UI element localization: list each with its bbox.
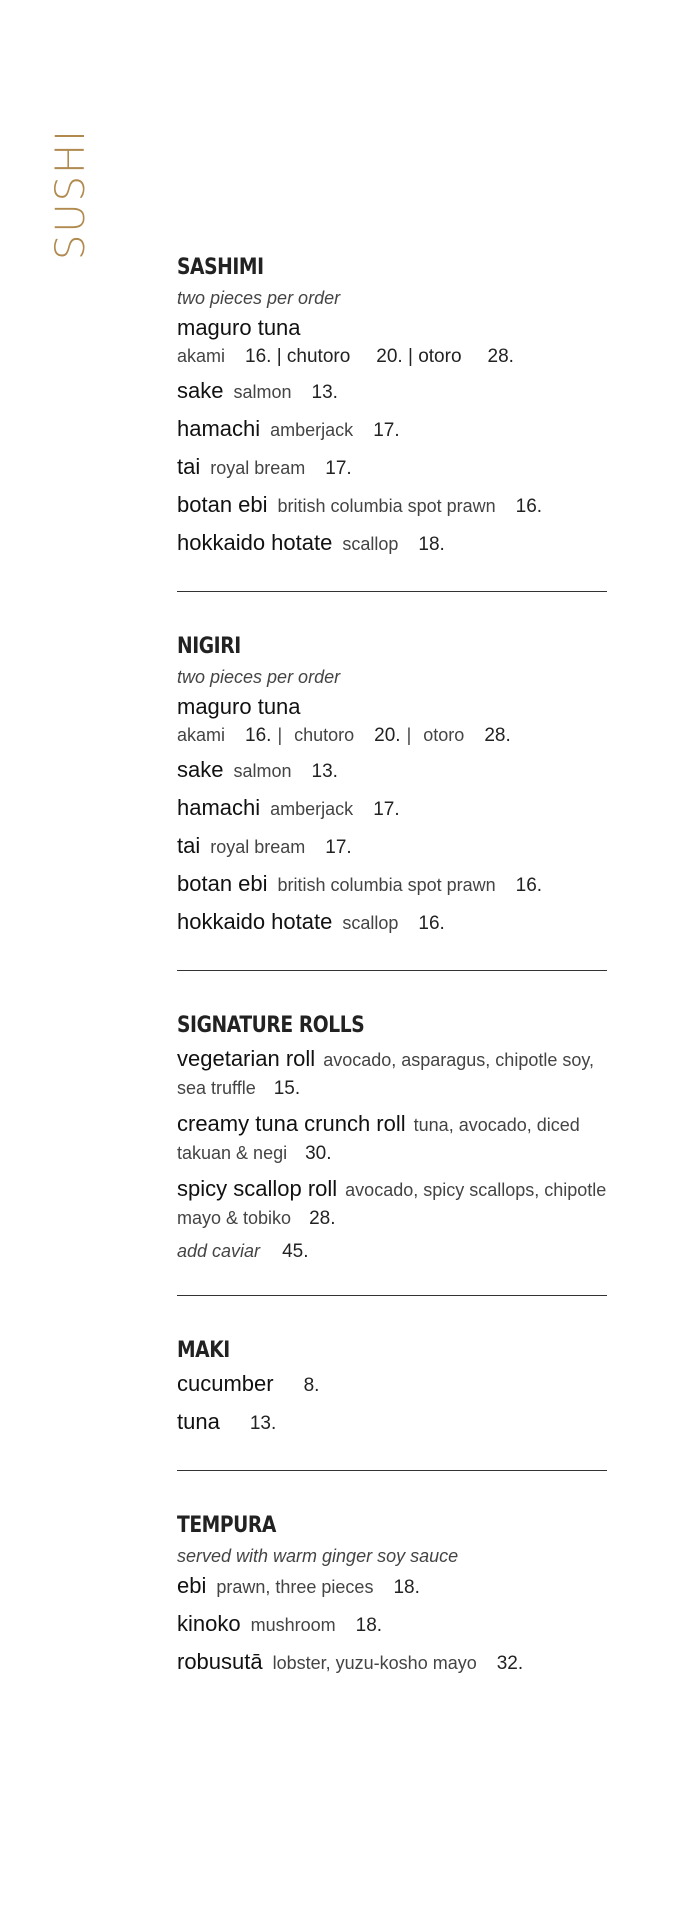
item-name: creamy tuna crunch roll — [177, 1111, 406, 1136]
item-name: vegetarian roll — [177, 1046, 316, 1071]
section-note: two pieces per order — [177, 288, 341, 308]
menu-item — [177, 530, 607, 559]
item-price: 17. — [325, 837, 352, 858]
section-title: SIGNATURE ROLLS — [177, 1013, 365, 1038]
cut-label: chutoro — [294, 725, 355, 745]
section-title: MAKI — [177, 1338, 230, 1363]
section-title: NIGIRI — [177, 634, 241, 659]
cut-label: akami — [177, 346, 226, 366]
add-caviar — [177, 1241, 607, 1263]
menu-item — [177, 1573, 607, 1602]
caviar-price: 45. — [282, 1241, 309, 1262]
item-name: maguro tuna — [177, 694, 301, 719]
item-desc: amberjack — [270, 420, 354, 440]
menu-item — [177, 1046, 607, 1103]
item-desc: prawn, three pieces — [216, 1577, 374, 1597]
item-desc: royal bream — [210, 837, 306, 857]
menu-item — [177, 871, 607, 900]
item-name: spicy scallop roll — [177, 1176, 338, 1201]
menu-item — [177, 1371, 607, 1400]
tempura-section — [177, 1513, 607, 1678]
maki-section — [177, 1338, 607, 1438]
item-price: 16. — [515, 875, 543, 896]
item-price: 16. — [418, 913, 445, 934]
menu-item — [177, 315, 607, 369]
item-price: 13. — [249, 1413, 277, 1434]
item-price: 13. — [311, 761, 338, 782]
cut-label: otoro — [423, 725, 465, 745]
menu-item — [177, 416, 607, 445]
item-price: 32. — [496, 1653, 524, 1674]
item-name: ebi — [177, 1573, 207, 1598]
item-desc: royal bream — [210, 458, 306, 478]
cut-price: 28. — [484, 725, 511, 746]
nigiri-section — [177, 634, 607, 938]
menu-item — [177, 492, 607, 521]
item-desc: mushroom — [250, 1615, 336, 1635]
menu-item — [177, 909, 607, 938]
item-desc: lobster, yuzu-kosho mayo — [272, 1653, 477, 1673]
item-name: botan ebi — [177, 492, 268, 517]
item-name: sake — [177, 757, 224, 782]
menu-item — [177, 378, 607, 407]
item-desc: salmon — [233, 761, 292, 781]
item-price: 15. — [273, 1078, 301, 1099]
item-desc: salmon — [233, 382, 292, 402]
item-desc: scallop — [342, 534, 399, 554]
item-price: 17. — [325, 458, 352, 479]
caviar-label: add caviar — [177, 1241, 261, 1261]
item-name: hamachi — [177, 795, 261, 820]
item-price: 17. — [373, 799, 400, 820]
item-name: botan ebi — [177, 871, 268, 896]
item-desc: avocado, asparagus, chipotle soy, sea truffle — [177, 1050, 595, 1098]
menu-item — [177, 795, 607, 824]
menu-item — [177, 1176, 607, 1233]
cut-price: 28. — [487, 346, 514, 367]
item-price: 13. — [311, 382, 338, 403]
menu-item — [177, 1611, 607, 1640]
item-name: tai — [177, 454, 201, 479]
item-name: hokkaido hotate — [177, 909, 333, 934]
item-name: hamachi — [177, 416, 261, 441]
item-desc: tuna, avocado, diced takuan & negi — [177, 1115, 580, 1163]
menu-item — [177, 454, 607, 483]
cut-price: 16. — [245, 725, 272, 746]
menu-item — [177, 1649, 607, 1678]
item-desc: avocado, spicy scallops, chipotle mayo & tobiko — [177, 1180, 607, 1228]
maguro-price-line — [177, 344, 607, 369]
item-price: 8. — [303, 1375, 320, 1396]
menu-item — [177, 694, 607, 748]
section-note: two pieces per order — [177, 667, 341, 687]
item-name: hokkaido hotate — [177, 530, 333, 555]
separator: | — [406, 725, 412, 745]
item-desc: british columbia spot prawn — [277, 496, 496, 516]
cut-price: 16. | chutoro — [245, 346, 351, 367]
item-name: cucumber — [177, 1371, 274, 1396]
item-desc: british columbia spot prawn — [277, 875, 496, 895]
item-name: kinoko — [177, 1611, 241, 1636]
section-divider — [177, 1470, 607, 1471]
sashimi-section — [177, 255, 607, 559]
menu — [177, 255, 607, 1687]
item-name: tuna — [177, 1409, 220, 1434]
item-name: robusutā — [177, 1649, 263, 1674]
sushi-side-title: SUSHI — [48, 128, 94, 260]
cut-price: 20. | otoro — [376, 346, 462, 367]
item-price: 16. — [515, 496, 543, 517]
item-price: 17. — [373, 420, 400, 441]
separator: | — [277, 725, 283, 745]
item-price: 18. — [418, 534, 445, 555]
menu-item — [177, 833, 607, 862]
section-divider — [177, 591, 607, 592]
item-name: maguro tuna — [177, 315, 301, 340]
item-price: 18. — [355, 1615, 383, 1636]
menu-item — [177, 1409, 607, 1438]
section-title: SASHIMI — [177, 255, 264, 280]
item-desc: amberjack — [270, 799, 354, 819]
section-note: served with warm ginger soy sauce — [177, 1546, 459, 1566]
item-name: sake — [177, 378, 224, 403]
item-price: 28. — [309, 1208, 336, 1229]
section-divider — [177, 970, 607, 971]
maguro-price-line — [177, 723, 607, 748]
menu-item — [177, 1111, 607, 1168]
menu-item — [177, 757, 607, 786]
section-divider — [177, 1295, 607, 1296]
cut-label: akami — [177, 725, 226, 745]
item-desc: scallop — [342, 913, 399, 933]
item-price: 18. — [393, 1577, 420, 1598]
signature-rolls-section — [177, 1013, 607, 1263]
section-title: TEMPURA — [177, 1513, 276, 1538]
item-name: tai — [177, 833, 201, 858]
item-price: 30. — [305, 1143, 332, 1164]
cut-price: 20. — [374, 725, 401, 746]
